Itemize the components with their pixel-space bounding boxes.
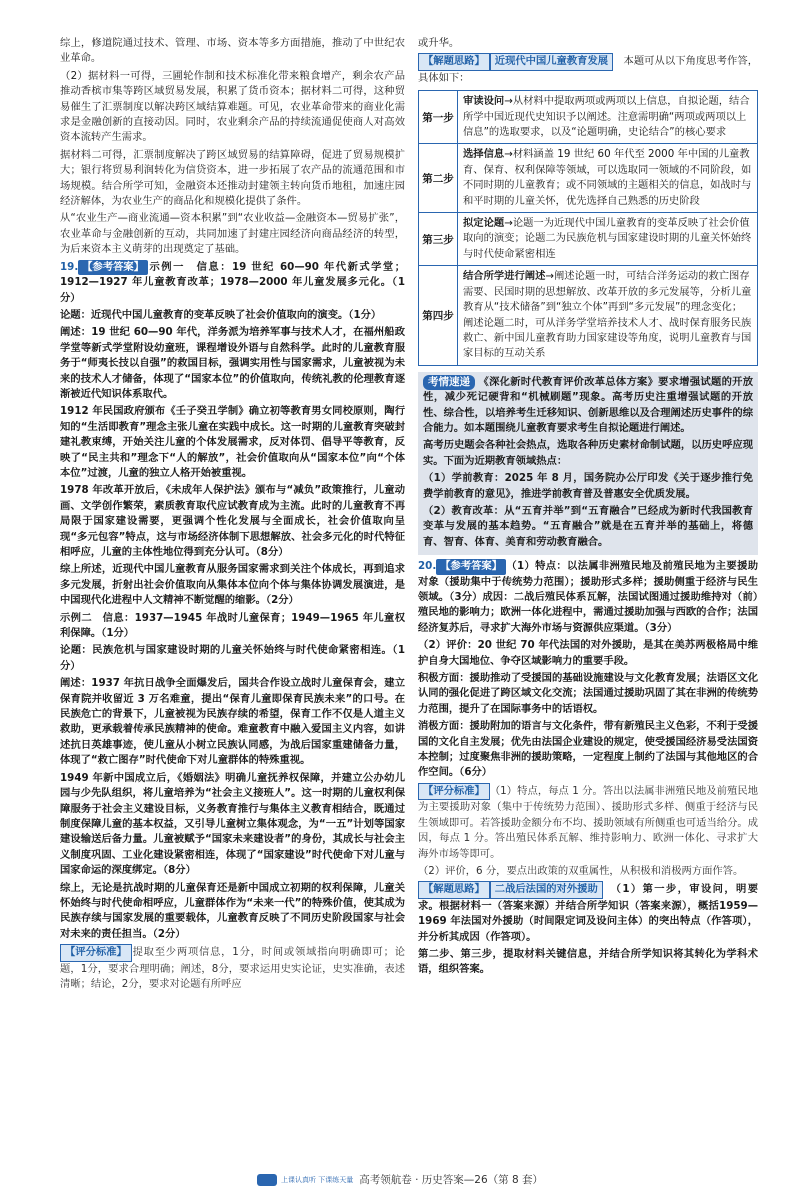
tip-text: 第二步、第三步，提取材料关键信息，并结合所学知识将其转化为学科术语，组织答案。 — [418, 947, 758, 976]
page-footer — [0, 1172, 800, 1187]
step-label: 第四步 — [419, 266, 458, 364]
exam-trend-item: （1）学前教育：2025 年 8 月，国务院办公厅印发《关于逐步推行免费学前教育的意见》，推进学前教育普及普惠安全优质发展。 — [423, 472, 753, 500]
elaboration: 1949 年新中国成立后，《婚姻法》明确儿童抚养权保障，并建立公办幼儿园与少先队组织，将儿童培养为“社会主义接班人”。这一时期的儿童权利保障服务于社会主义建设目标，义务教育推行与集体主义教育相结合，既通过制度保障儿童的基本权益，又引导儿童树立集体观念，为“一五”计划等国家建设输送后备力量。儿童被赋予“国家未来建设者”的身份，其成长与社会主义制度巩固、工业化建设紧密相连，体现了“国家建设”时代使命下对儿童与国家命运的深度绑定。（8分） — [60, 771, 405, 877]
step-text: →阐述论题一时，可结合洋务运动的救亡图存需要、民国时期的思想解放、改革开放的多元发展等，分析儿童教育从“技术储备”到“独立个体”再到“多元发展”的理念变化；阐述论题二时，可从洋务学堂培养技术人才、战时保育服务民族救亡、新中国儿童教育助力国家建设等角度，说明儿童教育与国家目标的互动关系 — [463, 270, 752, 360]
left-column — [60, 36, 405, 994]
tip-title: 近现代中国儿童教育发展 — [490, 53, 613, 70]
step-title: 审读设问 — [463, 95, 505, 108]
footer-text: 高考领航卷 · 历史答案—26（第 8 套） — [359, 1174, 543, 1186]
tip-tag: 【解题思路】 — [418, 53, 490, 70]
exam-trend-text: 《深化新时代教育评价改革总体方案》要求增强试题的开放性，减少死记硬背和“机械刷题”现象。高考历史注重增强试题的开放性、综合性，以培养考生迁移知识、创新思维以及合理阐述历史事件的综合能力。如本题围绕儿童教育要求考生自拟论题进行阐述。 — [423, 375, 753, 434]
answer-tag: 【参考答案】 — [436, 559, 506, 574]
paragraph: 据材料二可得，汇票制度解决了跨区域贸易的结算障碍，促进了贸易规模扩大；银行将贸易利润转化为信贷资本，进一步拓展了农产品的流通范围和市场规模。结合所学可知，金融资本还推动封建领主转向货币地租，加速庄园经济解体，为农业生产的商品化和规模化提供了条件。 — [60, 148, 405, 208]
step-row — [419, 213, 757, 266]
scoring-text: （2）评价，6 分，要点出政策的双重属性，从积极和消极两方面作答。 — [418, 864, 744, 877]
elaboration: 阐述：1937 年抗日战争全面爆发后，国共合作设立战时儿童保育会，建立保育院并收留近 3 万名难童，提出“保育儿童即保育民族未来”的口号。在民族危亡的背景下，儿童被视为民族存续的希望，保育工作不仅是人道主义救助，更承载着传承民族精神的使命。难童教育中融入爱国主义内容，如讲述抗日英雄事迹，使儿童从小树立民族认同感，为战后国家重建储备力量，体现了“救亡图存”时代使命下对儿童群体的特殊重视。 — [60, 677, 405, 767]
elaboration: 1912 年民国政府颁布《壬子癸丑学制》确立初等教育男女同校原则，陶行知的“生活即教育”理念主张儿童在实践中成长。这一时期的儿童教育突破封建礼教束缚，开始关注儿童的个体发展需求，反对体罚、倡导平等教育，反映了“民主共和”理念下“人的解放”，社会价值取向从“国家本位”向“个体本位”过渡，儿童的独立人格开始被重视。 — [60, 405, 405, 479]
paragraph: 综上，修道院通过技术、管理、市场、资本等多方面措施，推动了中世纪农业革命。 — [60, 37, 405, 65]
step-text: →从材料中提取两项或两项以上信息，自拟论题，结合所学中国近现代史知识予以阐述。注意需明确“两项或两项以上信息”的选取要求，以及“论题明确，史论结合”的核心要求 — [463, 95, 750, 139]
scoring-text: （1）特点，每点 1 分。答出以法属非洲殖民地及前殖民地为主要援助对象（集中于传统势力范围）、援助形式多样、侧重于经济与民生领域即可。若答援助金额分布不均、援助领域有所侧重也可适当给分。成因，每点 1 分。答出殖民体系瓦解、维持影响力、欧洲一体化、寻求扩大海外市场等即可。 — [418, 784, 758, 860]
step-row — [419, 266, 757, 364]
publisher-logo-icon — [257, 1174, 277, 1186]
q20-header — [418, 559, 758, 636]
example-two-info: 示例二 信息：1937—1945 年战时儿童保育；1949—1965 年儿童权利保障。（1分） — [60, 611, 405, 640]
question-number: 20. — [418, 560, 437, 573]
step-row — [419, 144, 757, 213]
step-text: →论题一为近现代中国儿童教育的变革反映了社会价值取向的演变；论题二为民族危机与国家建设时期的儿童关怀始终与时代使命紧密相连 — [463, 217, 752, 260]
scoring-standard — [418, 783, 758, 862]
paragraph: （2）据材料一可得，三圃轮作制和技术标准化带来粮食增产，剩余农产品推动香槟市集等跨区域贸易发展，积累了货币资本；据材料二可得，这种贸易催生了汇票制度以解决跨区域结算难题。可见，农业革命带来的商业化需求是金融创新的直接动因。同时，农业剩余产品的持续流通促使商人对高效资本流转产生需求。 — [60, 69, 405, 144]
step-label: 第三步 — [419, 213, 458, 265]
step-label: 第二步 — [419, 144, 458, 212]
paragraph: 从“农业生产—商业流通—资本积累”到“农业收益—金融资本—贸易扩张”，农业革命与金融创新的互动，共同加速了封建庄园经济向商品经济的转型，为后来资本主义萌芽的出现奠定了基础。 — [60, 212, 405, 256]
scoring-tag: 【评分标准】 — [60, 944, 132, 961]
answer-text: 积极方面：援助推动了受援国的基础设施建设与文化教育发展；法语区文化认同的强化促进了跨区域文化交流；法国通过援助巩固了其在非洲的传统势力范围，提升了在国际事务中的话语权。 — [418, 672, 758, 715]
tip-tag: 【解题思路】 — [418, 881, 490, 898]
exam-trend-intro — [423, 375, 753, 437]
elaboration: 1978 年改革开放后，《未成年人保护法》颁布与“减负”政策推行，儿童动画、文学创作繁荣，素质教育取代应试教育成为主流。此时的儿童教育不再局限于国家建设需要，更强调个性化发展与全面成长，社会价值取向呈现“多元包容”特点，这与市场经济体制下思想解放、社会多元化的时代特征相呼应，儿童的主体性地位得到充分认可。（8分） — [60, 484, 405, 558]
step-title: 拟定论题 — [463, 217, 505, 230]
exam-trend-box — [418, 372, 758, 555]
tip2-header — [418, 881, 758, 945]
question-number: 19. — [60, 260, 79, 273]
answer-text: （2）评价：20 世纪 70 年代法国的对外援助，是其在美苏两极格局中维护自身大国地位、争夺区域影响力的重要手段。 — [418, 639, 758, 667]
step-title: 选择信息 — [463, 148, 505, 161]
elaboration: 阐述：19 世纪 60—90 年代，洋务派为培养军事与技术人才，在福州船政学堂等新式学堂附设幼童班，课程增设外语与自然科学。此时的儿童教育服务于“师夷长技以自强”的救国目标，强调实用性与国家需求，儿童被视为未来的技术人才储备，体现了“国家本位”的价值取向，传统礼教的伦理教育逐渐被近代知识体系取代。 — [60, 326, 405, 400]
scoring-tag: 【评分标准】 — [418, 783, 490, 800]
tip-text: （1）第一步，审设问，明要求。根据材料一（答案来源）并结合所学知识（答案来源），概括1959—1969 年法国对外援助（时间限定词及设问主体）的突出特点（作答项），并分析其成因（作答项）。 — [418, 883, 759, 943]
answer-text: （1）特点：以法属非洲殖民地及前殖民地为主要援助对象（援助集中于传统势力范围）；援助形式多样；援助侧重于经济与民生领域。（3分）成因：二战后殖民体系瓦解，法国试图通过援助维持对（前）殖民地的影响力；欧洲一体化进程中，需通过援助加强与西欧的合作；法国经济复苏后，寻求扩大海外市场与资源供应渠道。（3分） — [418, 560, 758, 634]
thesis: 论题：民族危机与国家建设时期的儿童关怀始终与时代使命紧密相连。（1分） — [60, 644, 405, 672]
answer-text: 消极方面：援助附加的语言与文化条件，带有新殖民主义色彩，不利于受援国的文化自主发展；优先由法国企业建设的规定，使受援国经济易受法国资本控制；过度聚焦非洲的援助策略，一定程度上制约了法国与其他地区的合作空间。（6分） — [418, 720, 758, 779]
right-column — [418, 36, 758, 980]
exam-trend-tag: 考情速递 — [423, 375, 475, 390]
paragraph: 或升华。 — [418, 37, 460, 49]
step-label: 第一步 — [419, 91, 458, 143]
conclusion: 综上所述，近现代中国儿童教育从服务国家需求到关注个体成长，再到追求多元发展，折射出社会价值取向从集体本位向个体与集体协调发展演进，是中国现代化进程中人文精神不断觉醒的缩影。（2分） — [60, 563, 405, 607]
scoring-standard — [60, 944, 405, 992]
q19-header — [60, 260, 405, 306]
exam-trend-item: （2）教育改革：从“五育并举”到“五育融合”已经成为新时代我国教育变革与发展的基本趋势。“五育融合”就是在五育并举的基础上，将德育、智育、体育、美育和劳动教育融合。 — [423, 504, 753, 548]
step-row — [419, 91, 757, 144]
steps-table — [418, 90, 758, 366]
thesis: 论题：近现代中国儿童教育的变革反映了社会价值取向的演变。（1分） — [60, 308, 382, 321]
footer-slogan: 上课认真听 下课练天量 — [281, 1176, 354, 1184]
conclusion: 综上，无论是抗战时期的儿童保育还是新中国成立初期的权利保障，儿童关怀始终与时代使命相呼应，儿童群体作为“未来一代”的特殊价值，使其成为民族存续与国家发展的重要载体，儿童教育反映了不同历史阶段国家与社会对未来的责任担当。（2分） — [60, 881, 405, 940]
tip-title: 二战后法国的对外援助 — [490, 881, 603, 898]
exam-trend-text: 高考历史题会各种社会热点，选取各种历史素材命制试题，以历史呼应现实。下面为近期教育领域热点： — [423, 439, 753, 467]
tip-text: 本题可从以下角度思考作答，具体如下： — [418, 55, 759, 84]
example-one-info: 示例一 信息：19 世纪 60—90 年代新式学堂；1912—1927 年儿童教育改革；1978—2000 年儿童发展多元化。（1分） — [60, 260, 405, 304]
answer-tag: 【参考答案】 — [78, 260, 148, 275]
scoring-text: 提取至少两项信息，1分，时间或领域指向明确即可；论题，1分，要求合理明确；阐述，8分，要求运用史实论证，史实准确，表述清晰；结论，2分，要求对论题有所呼应 — [60, 946, 405, 990]
step-title: 结合所学进行阐述 — [463, 270, 546, 283]
step-text: →材料涵盖 19 世纪 60 年代至 2000 年中国的儿童教育、保育、权利保障等领域，可以选取同一领域的不同阶段，如不同时期的儿童教育；或不同领域的主题相关的信息，如战时与和平时期的儿童关怀，优先选择自己熟悉的历史阶段 — [463, 148, 752, 207]
tip-header — [418, 53, 758, 86]
